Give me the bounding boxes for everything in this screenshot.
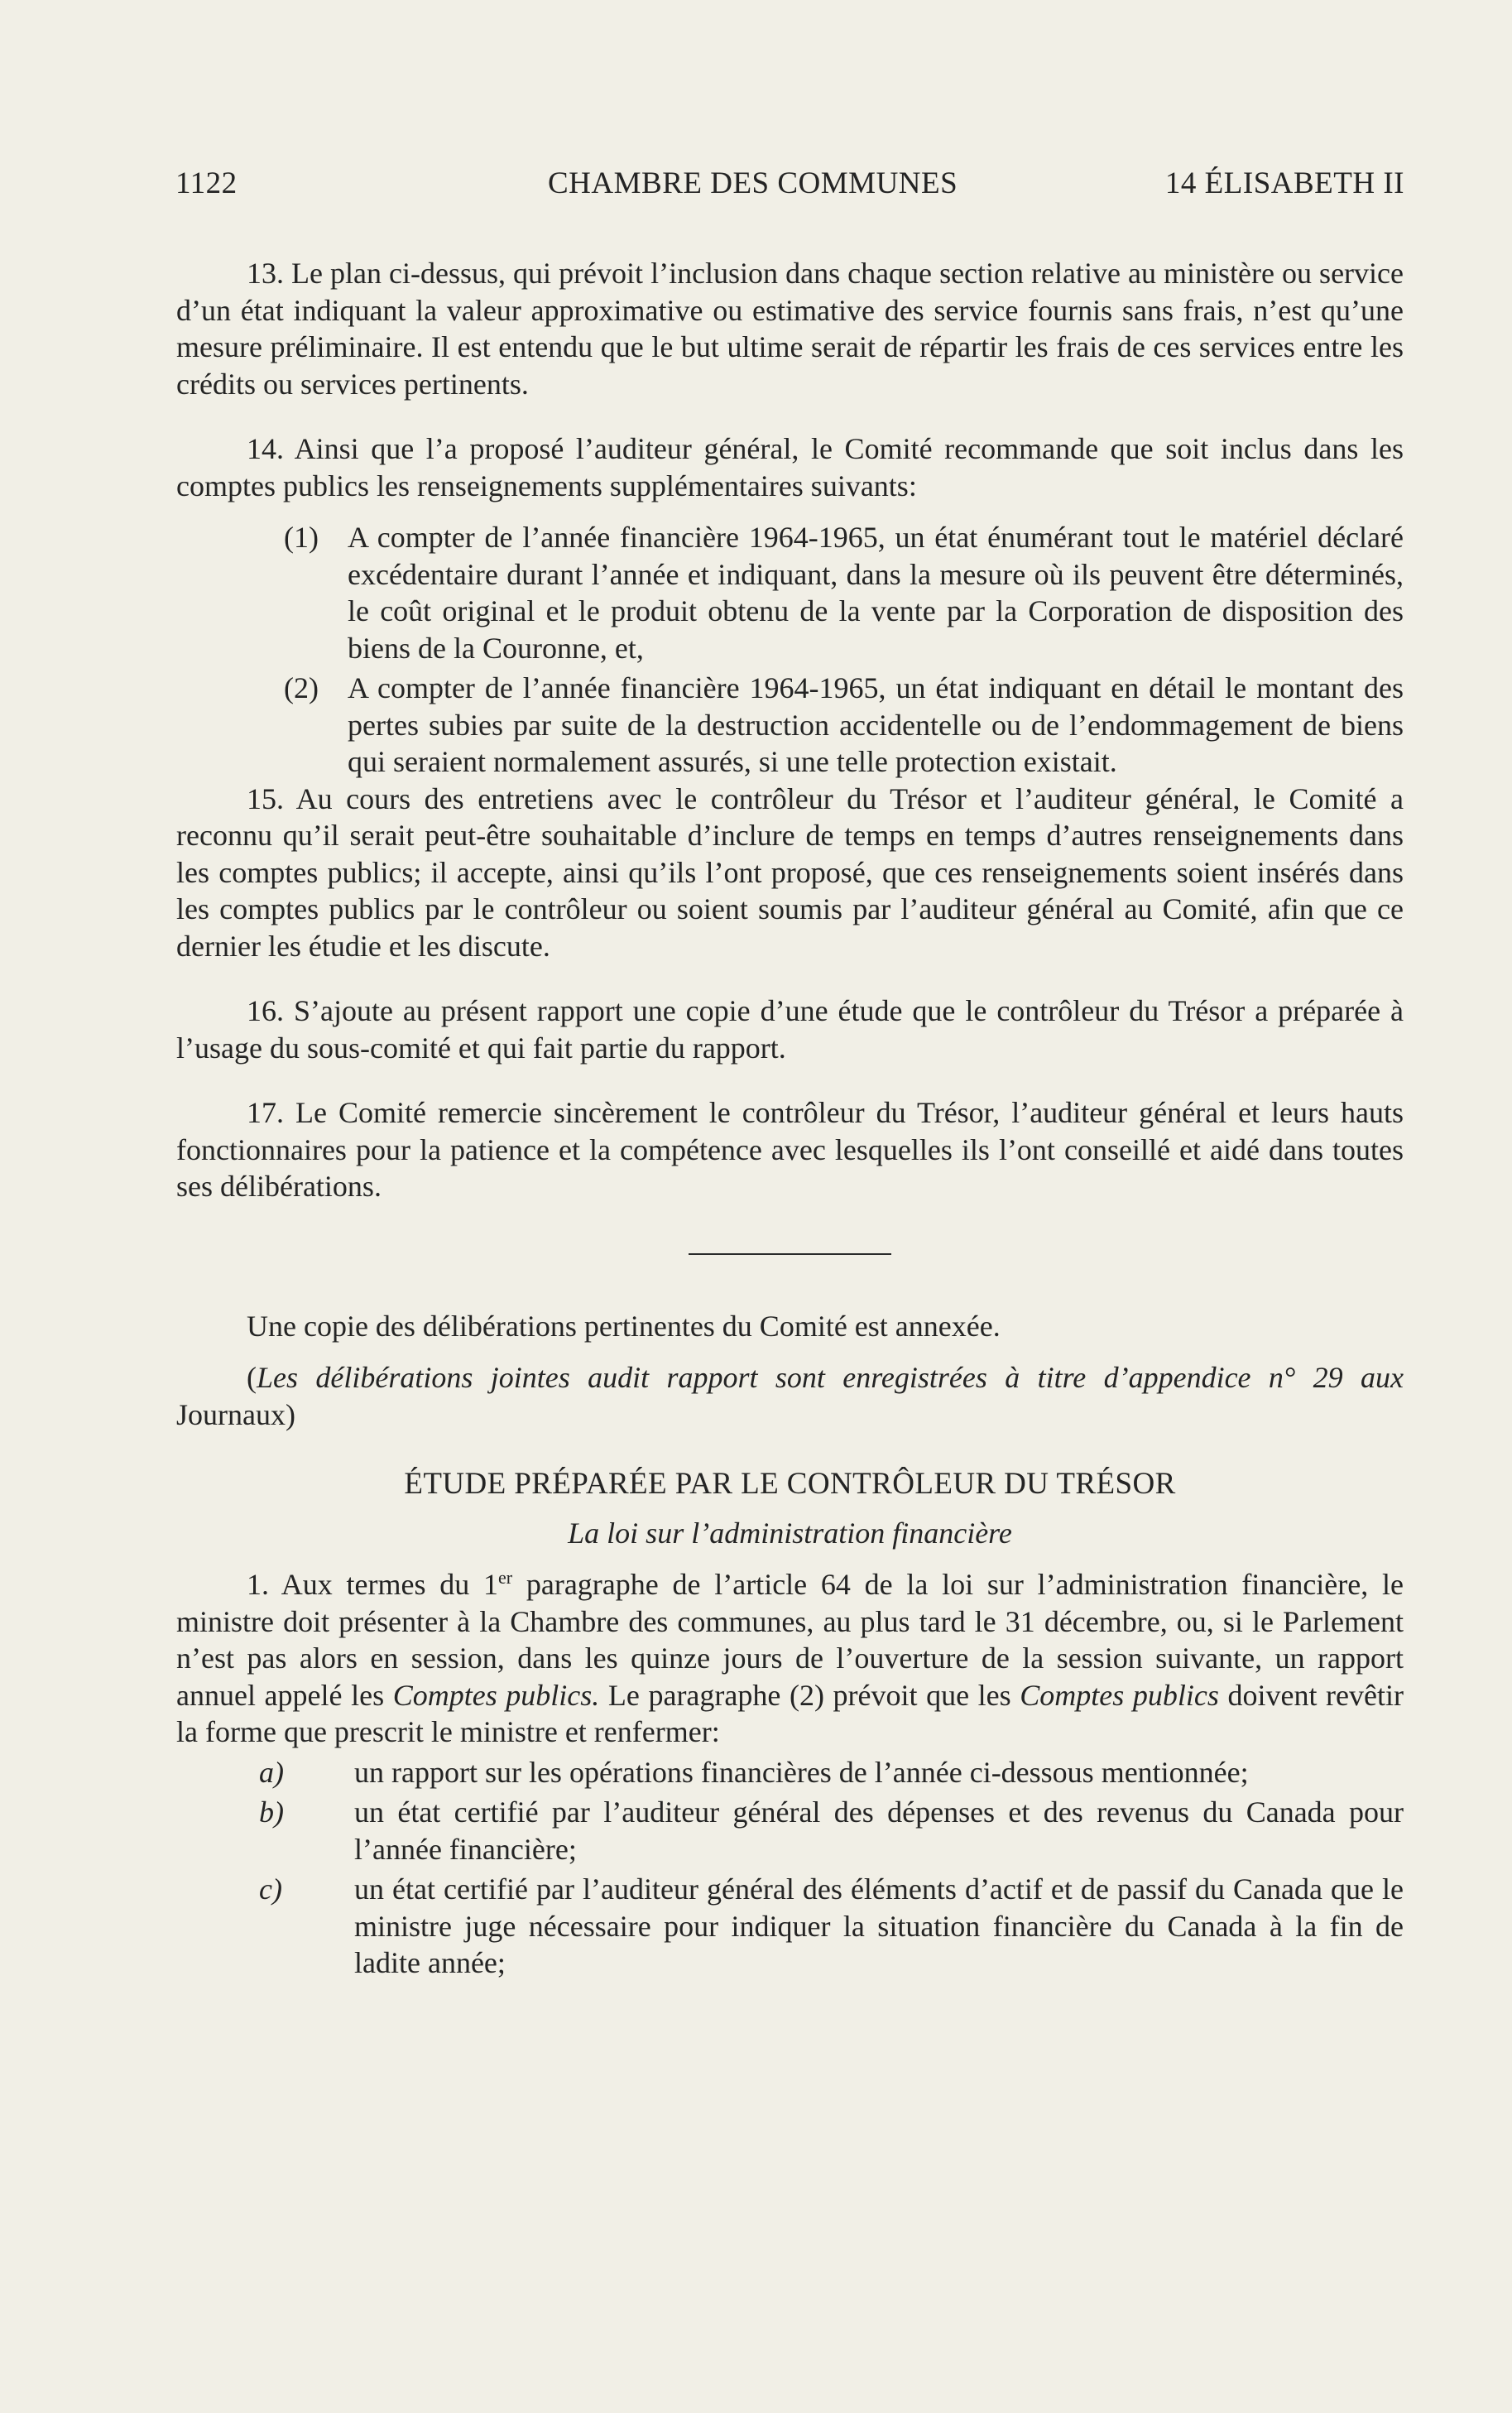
page-body xyxy=(176,255,1404,1982)
list-item-number: (1) xyxy=(284,521,319,554)
list-item xyxy=(176,519,1404,666)
list-item xyxy=(176,1871,1404,1982)
list-item xyxy=(176,1794,1404,1867)
superscript-er: er xyxy=(498,1567,513,1588)
paragraph-13: 13. Le plan ci-dessus, qui prévoit l’inclusion dans chaque section relative au ministère ou service d’un état indiquant la valeur approximative ou estimative des service fournis sans frais, n’est qu’une mesure préliminaire. Il est entendu que le but ultime serait de répartir les frais de ces services entre les crédits ou services pertinents. xyxy=(176,257,1404,401)
page-header xyxy=(175,166,1404,207)
appendix-note-roman: Journaux) xyxy=(176,1397,295,1431)
list-item-text: A compter de l’année financière 1964-1965, un état indiquant en détail le montant des pertes subies par suite de la destruction accidentelle ou de l’endommagement de biens qui seraient normalement assurés, si une telle protection existait. xyxy=(348,671,1404,778)
study-subheading: La loi sur l’administration financière xyxy=(568,1516,1012,1550)
paragraph-16: 16. S’ajoute au présent rapport une copie d’une étude que le contrôleur du Trésor a préparée à l’usage du sous-comité et qui fait partie du rapport. xyxy=(176,994,1404,1065)
appendix-note xyxy=(176,1359,1404,1433)
list-item-text: un état certifié par l’auditeur général des éléments d’actif et de passif du Canada que le ministre juge nécessaire pour indiquer la situation financière du Canada à la fin de ladite année; xyxy=(354,1872,1404,1979)
study-paragraph-1-italic-b: Comptes publics xyxy=(1020,1678,1219,1712)
study-paragraph-1-text-a: 1. Aux termes du 1 xyxy=(247,1568,498,1601)
study-heading: ÉTUDE PRÉPARÉE PAR LE CONTRÔLEUR DU TRÉSOR xyxy=(404,1467,1176,1501)
appendix-note-italic: Les délibérations jointes audit rapport sont enregistrées à titre d’appendice n° 29 aux xyxy=(257,1361,1404,1394)
study-paragraph-1-italic-a: Comptes publics. xyxy=(392,1678,600,1712)
list-item-letter: c) xyxy=(259,1872,282,1906)
study-paragraph-1 xyxy=(176,1566,1404,1751)
list-item-text: un état certifié par l’auditeur général des dépenses et des revenus du Canada pour l’année financière; xyxy=(354,1795,1404,1866)
paragraph-15: 15. Au cours des entretiens avec le contrôleur du Trésor et l’auditeur général, le Comité a reconnu qu’il serait peut-être souhaitable d’inclure de temps en temps d’autres renseignements dans les comptes publics; il accepte, ainsi qu’ils l’ont proposé, que ces renseignements soient insérés dans les comptes publics par le contrôleur ou soient soumis par l’auditeur général au Comité, afin que ce dernier les étudie et les discute. xyxy=(176,781,1404,963)
list-item-number: (2) xyxy=(284,671,319,704)
list-item xyxy=(176,1754,1404,1791)
appendix-note-open: ( xyxy=(247,1361,257,1394)
list-item-letter: a) xyxy=(259,1755,284,1789)
list-item-text: un rapport sur les opérations financières de l’année ci-dessous mentionnée; xyxy=(354,1755,1249,1789)
list-item xyxy=(176,670,1404,781)
header-reign: 14 ÉLISABETH II xyxy=(1164,166,1404,200)
paragraph-14-intro: 14. Ainsi que l’a proposé l’auditeur général, le Comité recommande que soit inclus dans les comptes publics les renseignements supplémentaires suivants: xyxy=(176,432,1404,502)
study-paragraph-1-text-d: doivent revêtir la forme que prescrit le ministre et renfermer: xyxy=(176,1678,1404,1748)
list-item-text: A compter de l’année financière 1964-1965, un état énumérant tout le matériel déclaré excédentaire durant l’année et indiquant, dans la mesure où ils peuvent être déterminés, le coût original et le produit obtenu de la vente par la Corporation de disposition des biens de la Couronne, et, xyxy=(348,521,1404,665)
study-paragraph-1-text-b: paragraphe de l’article 64 de la loi sur l’administration financière, le ministre doit présenter à la Chambre des communes, au plus tard le 31 décembre, ou, si le Parlement n’est pas alors en session, dans les quinze jours de l’ouverture de la session suivante, un rapport annuel appelé les xyxy=(176,1568,1404,1712)
annex-note: Une copie des délibérations pertinentes du Comité est annexée. xyxy=(247,1309,1001,1343)
list-item-letter: b) xyxy=(259,1795,284,1829)
page-number: 1122 xyxy=(175,166,238,200)
study-paragraph-1-text-c: Le paragraphe (2) prévoit que les xyxy=(599,1678,1020,1712)
section-divider xyxy=(689,1253,891,1255)
header-title: CHAMBRE DES COMMUNES xyxy=(548,166,958,200)
paragraph-17: 17. Le Comité remercie sincèrement le contrôleur du Trésor, l’auditeur général et leurs hauts fonctionnaires pour la patience et la compétence avec lesquelles ils l’ont conseillé et aidé dans toutes ses délibérations. xyxy=(176,1096,1404,1203)
